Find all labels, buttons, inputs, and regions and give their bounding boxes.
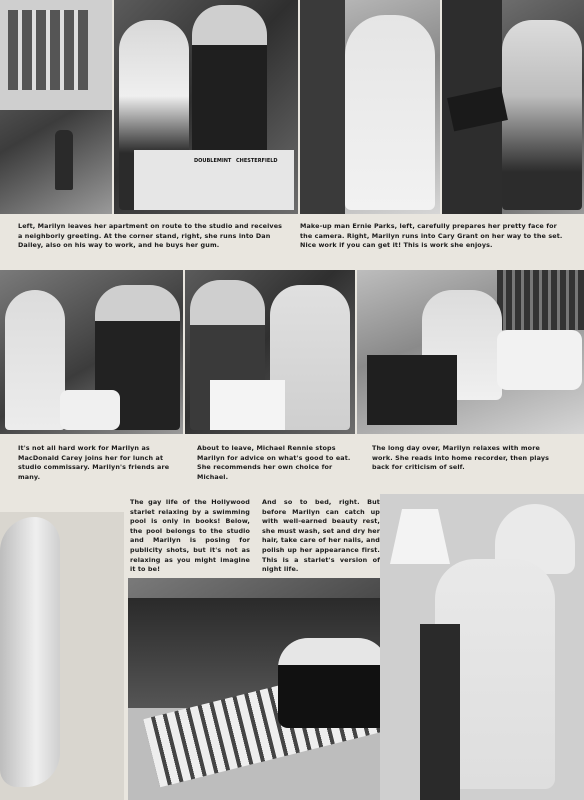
marilyn-makeup-figure: [345, 15, 435, 210]
photo-swimming-pool: [128, 578, 416, 800]
caption-bottom-left: The gay life of the Hollywood starlet relaxing by a swimming pool is only in books! Below, the pool belongs to the studio and Marilyn is posing for publicity shots, but it's not as relaxing as you might imagine it to be!: [130, 498, 250, 574]
bookshelf: [497, 270, 584, 330]
caption-mid-right: The long day over, Marilyn relaxes with more work. She reads into home recorder, then plays back for criticism of self.: [372, 444, 550, 472]
photo-commissary-lunch: [0, 270, 183, 434]
recorder-box: [367, 355, 457, 425]
makeup-man-figure: [300, 0, 345, 214]
photo-michael-rennie: [185, 270, 355, 434]
photo-apartment: [0, 0, 112, 214]
photo-home-recorder: [357, 270, 584, 434]
marilyn-script-figure: [502, 20, 582, 210]
gum-sign-b: CHESTERFIELD: [236, 158, 278, 164]
gum-sign-a: DOUBLEMINT: [194, 158, 232, 164]
table-cups: [60, 390, 120, 430]
man-figure: [192, 5, 267, 165]
dark-stripe: [420, 624, 460, 800]
pillow: [497, 330, 582, 390]
walking-figure: [55, 130, 73, 190]
caption-bottom-right: And so to bed, right. But before Marilyn can catch up with well-earned beauty rest, she must wash, set and dry her hair, take care of her nails, and polish up her appearance first. This is a starlet's version of night life.: [262, 498, 380, 574]
photo-hair-dryer: [380, 494, 584, 800]
caption-mid-center: About to leave, Michael Rennie stops Marilyn for advice on what's good to eat. She recommends her own choice for Michael.: [197, 444, 351, 481]
photo-gum-stand: [114, 0, 298, 214]
photo-legs: [0, 512, 124, 800]
caption-top-left: Left, Marilyn leaves her apartment on route to the studio and receives a neighborly greeting. At the corner stand, right, she runs into Dan Dailey, also on his way to work, and he buys her gum.: [18, 222, 283, 250]
menu-paper: [210, 380, 285, 430]
marilyn-swimsuit-figure: [278, 638, 388, 728]
lamp-shade: [390, 509, 450, 564]
caption-mid-left: It's not all hard work for Marilyn as MacDonald Carey joins her for lunch at studio commissary. Marilyn's friends are many.: [18, 444, 170, 481]
window-grid: [8, 10, 88, 90]
woman-lunch-figure: [5, 290, 65, 430]
photo-makeup: [300, 0, 440, 214]
leg-shape: [0, 517, 60, 787]
photo-cary-grant: [442, 0, 584, 214]
caption-top-right: Make-up man Ernie Parks, left, carefully prepares her pretty face for the camera. Right, Marilyn runs into Cary Grant on her way to the set. Nice work if you can get it! This is work she enjoys.: [300, 222, 563, 250]
